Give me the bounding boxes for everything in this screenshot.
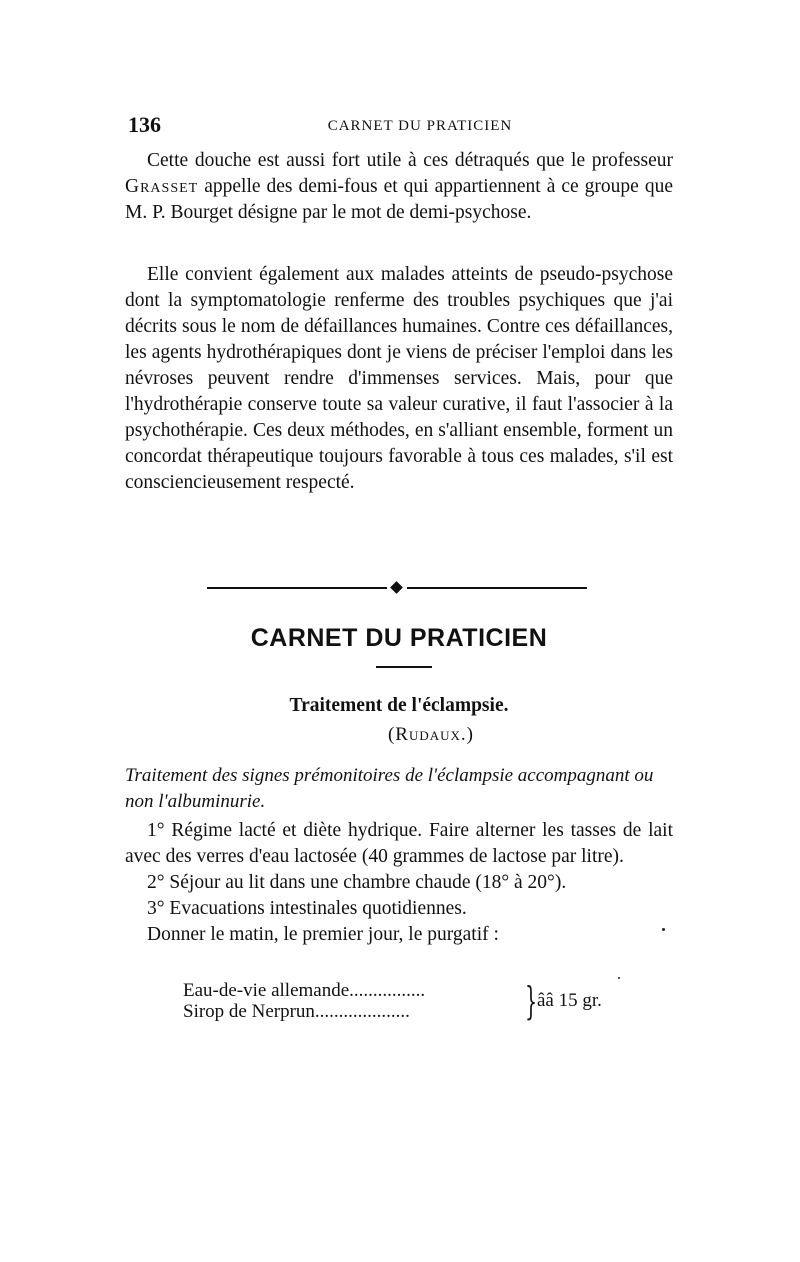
- paragraph-2: [125, 262, 673, 496]
- section-author: (Rudaux.): [387, 724, 475, 745]
- ornamental-divider: [207, 583, 587, 593]
- running-header: [128, 112, 676, 142]
- recipe: [183, 980, 643, 1030]
- author-name-grasset: Grasset: [125, 176, 199, 197]
- paragraph-1-end: appelle des demi-fous et qui appartiennent à ce groupe que M. P. Bourget désigne par le mot de demi-psychose.: [125, 176, 673, 223]
- paragraph-1: [125, 148, 673, 226]
- treatment-list: [125, 818, 673, 948]
- list-item: 1° Régime lacté et diète hydrique. Faire alterner les tasses de lait avec des verres d'eau lactosée (40 grammes de lactose par litre).: [125, 820, 673, 867]
- list-item: 2° Séjour au lit dans une chambre chaude (18° à 20°).: [147, 872, 567, 893]
- section-subheading: Traitement de l'éclampsie.: [289, 695, 509, 716]
- diamond-ornament-icon: [390, 581, 403, 594]
- section-heading: CARNET DU PRATICIEN: [250, 624, 548, 652]
- recipe-line: Eau-de-vie allemande................: [183, 980, 426, 1001]
- brace-icon: }: [525, 979, 538, 1023]
- list-item: 3° Evacuations intestinales quotidiennes.: [147, 898, 467, 919]
- running-title: CARNET DU PRATICIEN: [327, 118, 513, 134]
- recipe-dose: ââ 15 gr.: [537, 990, 602, 1011]
- recipe-line: Sirop de Nerprun....................: [183, 1001, 410, 1022]
- list-item: Donner le matin, le premier jour, le purgatif :: [147, 924, 499, 945]
- print-speck: [662, 928, 665, 931]
- page-number: 136: [128, 112, 161, 137]
- print-speck: [618, 977, 620, 979]
- paragraph-2-text: Elle convient également aux malades atteints de pseudo-psychose dont la symptomatologie renferme des troubles psychiques que j'ai décrits sous le nom de défaillances humaines. Contre ces défaillances, les agents hydrothérapiques dont je viens de préciser l'emploi dans les névroses peuvent rendre d'immenses services. Mais, pour que l'hydrothérapie conserve toute sa valeur curative, il faut l'associer à la psychothérapie. Ces deux méthodes, en s'alliant ensemble, forment un concordat thérapeutique toujours favorable à tous ces malades, s'il est consciencieusement respecté.: [125, 264, 673, 493]
- heading-rule: [376, 666, 432, 668]
- paragraph-1-start: Cette douche est aussi fort utile à ces détraqués que le professeur: [147, 150, 673, 171]
- italic-intro: Traitement des signes prémonitoires de l'éclampsie accompagnant ou non l'albuminurie.: [125, 765, 654, 812]
